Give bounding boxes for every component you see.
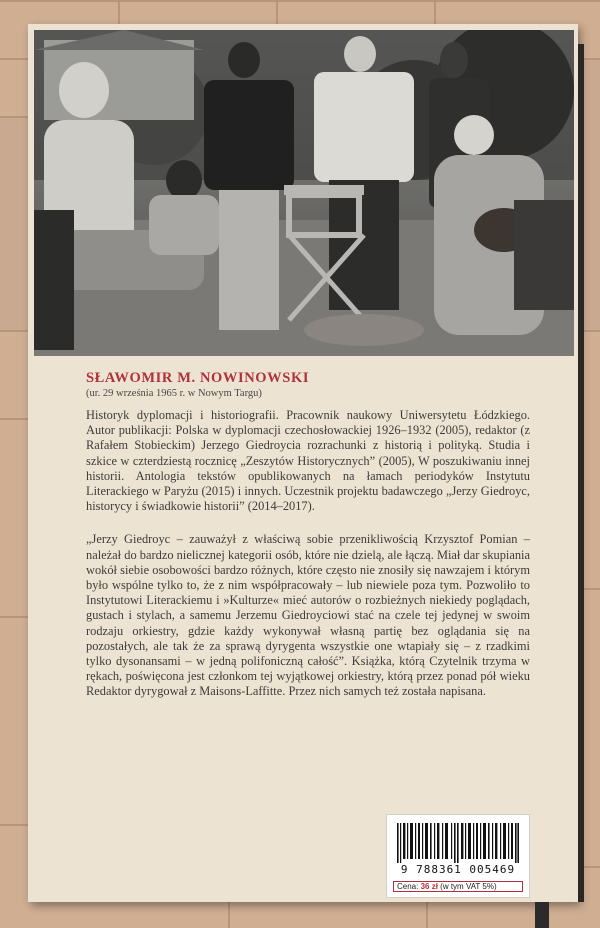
book-back-cover [28, 24, 578, 902]
bookmark-ribbon [535, 902, 549, 928]
back-cover-text [86, 370, 530, 700]
author-name: SŁAWOMIR M. NOWINOWSKI [86, 370, 310, 386]
author-dates: (ur. 29 września 1965 r. w Nowym Targu) [86, 388, 262, 399]
isbn-digits: 9 788361 005469 [400, 863, 516, 876]
barcode-icon [397, 823, 519, 863]
price-label: Cena: [397, 882, 419, 891]
price-vat: (w tym VAT 5%) [440, 882, 497, 891]
price-value: 36 zł [420, 882, 438, 891]
book-blurb: „Jerzy Giedroyc – zauważył z właściwą sobie przenikliwością Krzysztof Pomian – należał do bardzo nielicznej kategorii osób, które nie dzielą, ale łączą. Miał dar skupiania wokół siebie osobowości bardzo różnych, które często nie znosiły się nawzajem i którym było wspólne tylko to, że z nim współpracowały – lub niewiele poza tym. Pozwoliło to Instytutowi Literackiemu i »Kulturze« mieć autorów o rozbieżnych niekiedy poglądach, gustach i stylach, a samemu Jerzemu Giedroyciowi stać na czele tej jedynej w swoim rodzaju orkiestry, gdzie każdy wykonywał własną partię bez oglądania się na pozostałych, ale tak że za sprawą dyrygenta wszystkie one wtapiały się – z rzadkimi tylko dysonansami – w jedną polifoniczną całość”. Książka, którą Czytelnik trzyma w rękach, poświęcona jest członkom tej wyjątkowej orkiestry, którą przez ponad pół wieku Redaktor dyrygował z Maisons-Laffitte. Przez nich samych też została napisana. [86, 532, 530, 699]
book-edge [578, 44, 584, 902]
author-bio: Historyk dyplomacji i historiografii. Pracownik naukowy Uniwersytetu Łódzkiego. Autor publikacji: Polska w dyplomacji czechosłowackiej 1926–1932 (2005), redaktor (z Rafałem Stobieckim) Jerzego Giedroycia rozrachunki z historią i polityką. Studia i szkice w czterdziestą rocznicę „Zeszytów Historycznych” (2005), W poszukiwaniu innej historii. Antologia tekstów opublikowanych na łamach periodyków Instytutu Literackiego w Paryżu (2015) i innych. Uczestnik projektu badawczego „Jerzy Giedroyc, historycy i świadkowie historii” (2014–2017). [86, 408, 530, 514]
price-tag [393, 881, 523, 892]
cover-photograph [34, 30, 574, 356]
barcode-label [386, 814, 530, 898]
